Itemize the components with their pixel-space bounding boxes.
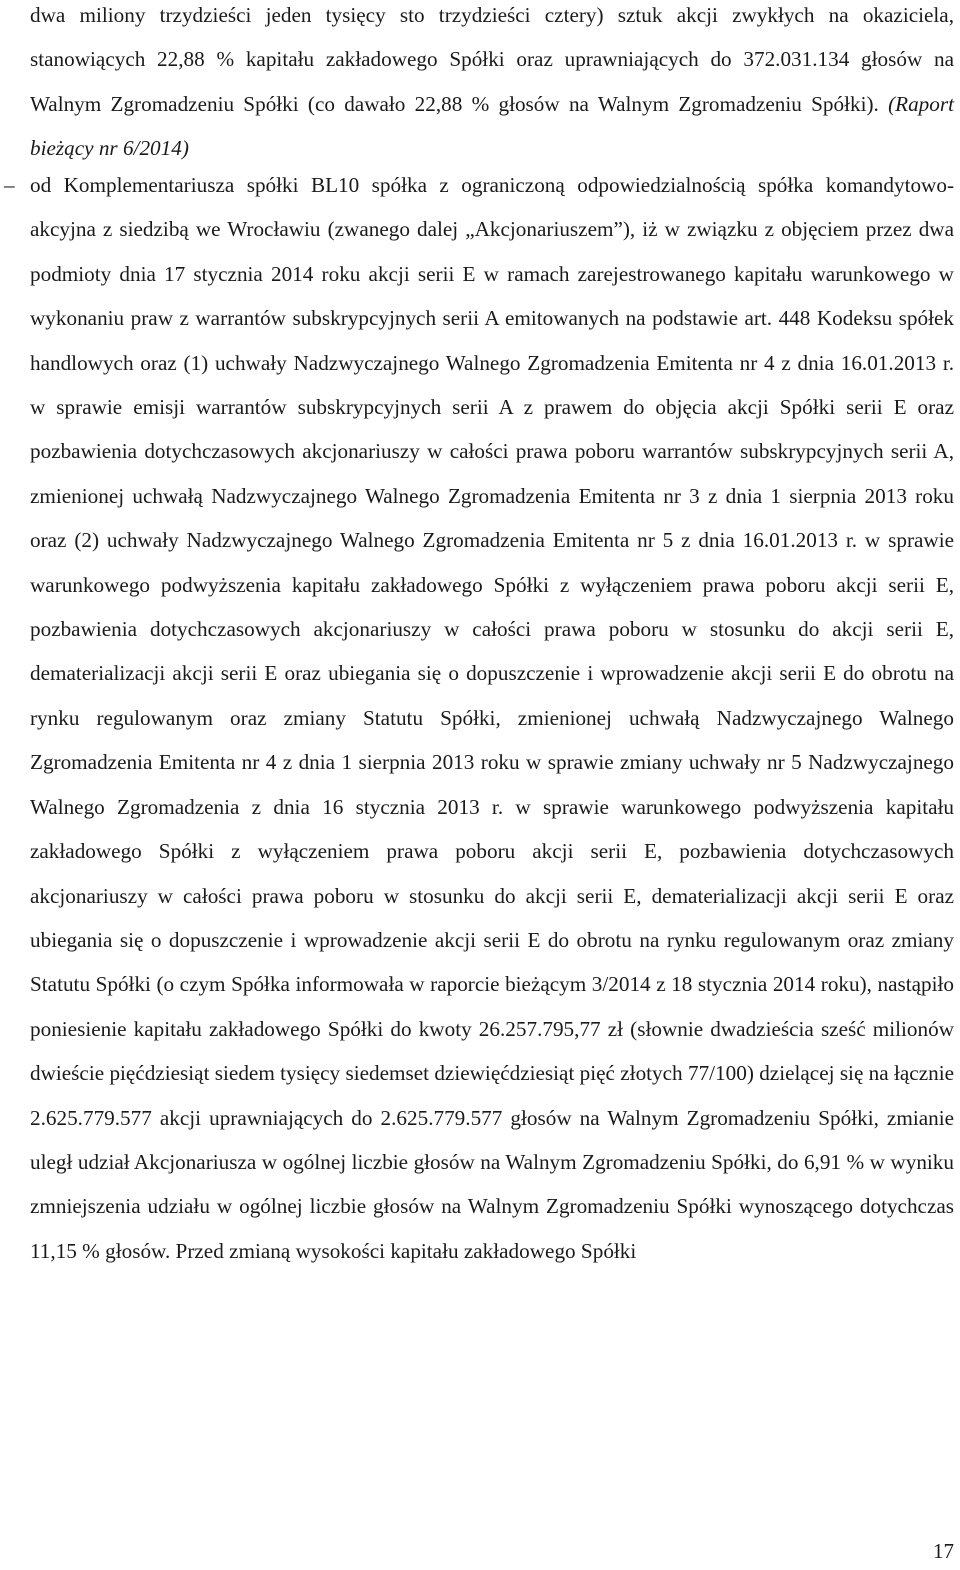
- bullet-item-text: od Komplementariusza spółki BL10 spółka z ograniczoną odpowiedzialnością spółka komandytowo-akcyjna z siedzibą we Wrocławiu (zwanego dalej „Akcjonariuszem”), iż w związku z objęciem przez dwa podmioty dnia 17 stycznia 2014 roku akcji serii E w ramach zarejestrowanego kapitału warunkowego w wykonaniu praw z warrantów subskrypcyjnych serii A emitowanych na podstawie art. 448 Kodeksu spółek handlowych oraz (1) uchwały Nadzwyczajnego Walnego Zgromadzenia Emitenta nr 4 z dnia 16.01.2013 r. w sprawie emisji warrantów subskrypcyjnych serii A z prawem do objęcia akcji Spółki serii E oraz pozbawienia dotychczasowych akcjonariuszy w całości prawa poboru warrantów subskrypcyjnych serii A, zmienionej uchwałą Nadzwyczajnego Walnego Zgromadzenia Emitenta nr 3 z dnia 1 sierpnia 2013 roku oraz (2) uchwały Nadzwyczajnego Walnego Zgromadzenia Emitenta nr 5 z dnia 16.01.2013 r. w sprawie warunkowego podwyższenia kapitału zakładowego Spółki z wyłączeniem prawa poboru akcji serii E, pozbawienia dotychczasowych akcjonariuszy w całości prawa poboru w stosunku do akcji serii E, dematerializacji akcji serii E oraz ubiegania się o dopuszczenie i wprowadzenie akcji serii E do obrotu na rynku regulowanym oraz zmiany Statutu Spółki, zmienionej uchwałą Nadzwyczajnego Walnego Zgromadzenia Emitenta nr 4 z dnia 1 sierpnia 2013 roku w sprawie zmiany uchwały nr 5 Nadzwyczajnego Walnego Zgromadzenia z dnia 16 stycznia 2013 r. w sprawie warunkowego podwyższenia kapitału zakładowego Spółki z wyłączeniem prawa poboru akcji serii E, pozbawienia dotychczasowych akcjonariuszy w całości prawa poboru w stosunku do akcji serii E, dematerializacji akcji serii E oraz ubiegania się o dopuszczenie i wprowadzenie akcji serii E do obrotu na rynku regulowanym oraz zmiany Statutu Spółki (o czym Spółka informowała w raporcie bieżącym 3/2014 z 18 stycznia 2014 roku), nastąpiło poniesienie kapitału zakładowego Spółki do kwoty 26.257.795,77 zł (słownie dwadzieścia sześć milionów dwieście pięćdziesiąt siedem tysięcy siedemset dziewięćdziesiąt pięć złotych 77/100) dzielącej się na łącznie 2.625.779.577 akcji uprawniających do 2.625.779.577 głosów na Walnym Zgromadzeniu Spółki, zmianie uległ udział Akcjonariusza w ogólnej liczbie głosów na Walnym Zgromadzeniu Spółki, do 6,91 % w wyniku zmniejszenia udziału w ogólnej liczbie głosów na Walnym Zgromadzeniu Spółki wynoszącego dotychczas 11,15 % głosów. Przed zmianą wysokości kapitału zakładowego Spółki: [30, 173, 954, 1263]
- paragraph-continuation-text: dwa miliony trzydzieści jeden tysięcy sto trzydzieści cztery) sztuk akcji zwykłych na okaziciela, stanowiących 22,88 % kapitału zakładowego Spółki oraz uprawniających do 372.031.134 głosów na Walnym Zgromadzeniu Spółki (co dawało 22,88 % głosów na Walnym Zgromadzeniu Spółki).: [30, 3, 954, 116]
- paragraph-continuation: [30, 0, 954, 171]
- bullet-dash: –: [4, 173, 15, 197]
- report-reference: (Raport bieżący nr 6/2014): [30, 91, 954, 161]
- page-number: 17: [933, 1539, 954, 1563]
